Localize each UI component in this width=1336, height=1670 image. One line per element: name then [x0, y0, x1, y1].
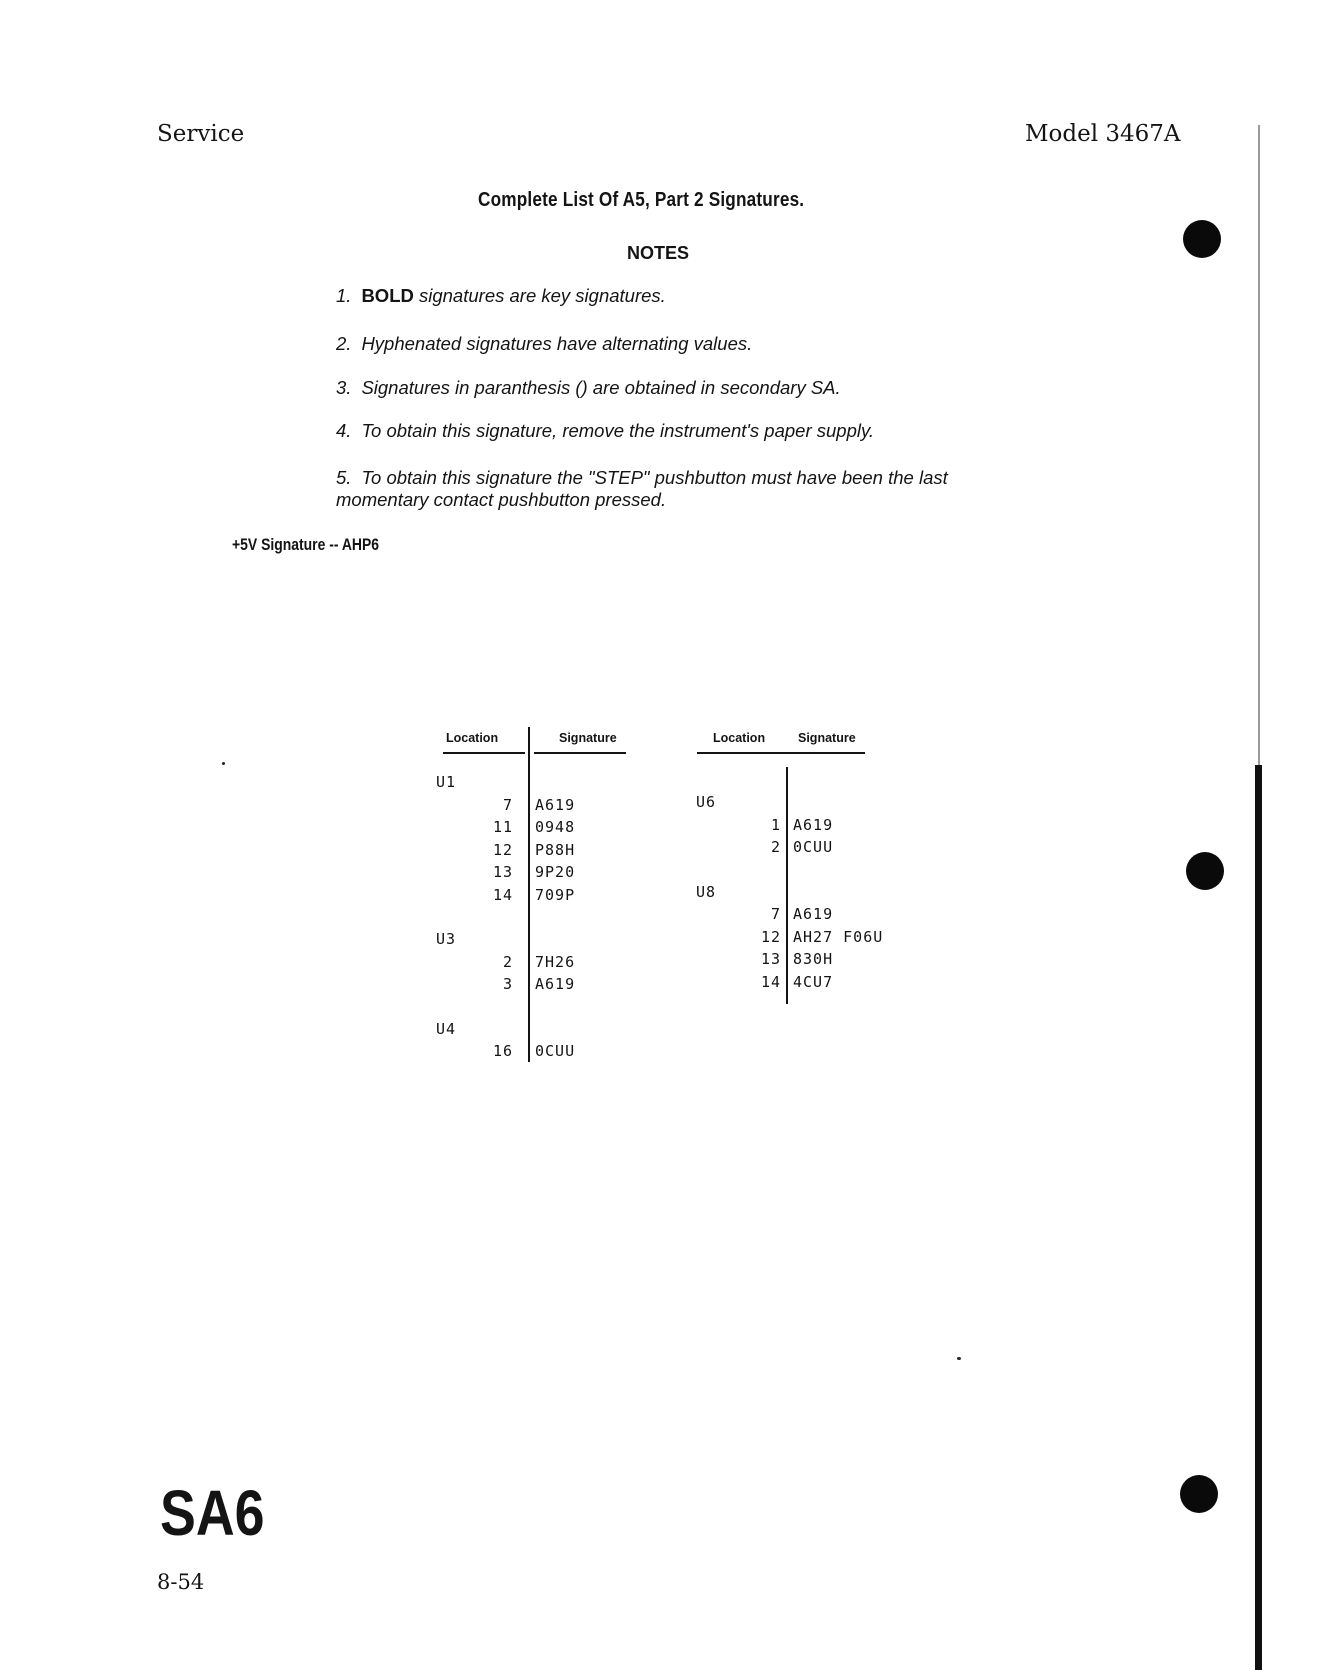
note-text: To obtain this signature, remove the instrument's paper supply. — [361, 420, 874, 441]
signature-value: 7H26 — [535, 952, 576, 971]
signature-value: 0CUU — [793, 838, 834, 856]
header-rule — [534, 752, 626, 754]
note-bold-word: BOLD — [361, 285, 414, 306]
column-header-location: Location — [713, 731, 766, 745]
location-group-label: U3 — [436, 930, 457, 948]
column-header-location: Location — [446, 731, 499, 745]
column-divider — [786, 767, 788, 1004]
pin-number: 13 — [492, 863, 513, 881]
page-edge-line — [1258, 125, 1260, 765]
location-group-label: U1 — [436, 773, 457, 791]
page-number: 8-54 — [157, 1570, 205, 1594]
note-number: 1. — [336, 285, 352, 306]
location-group-label: U8 — [696, 882, 717, 901]
pin-number: 2 — [770, 838, 781, 856]
note-item — [336, 467, 976, 511]
page-edge-line — [1255, 765, 1262, 1670]
supply-signature: +5V Signature -- AHP6 — [232, 535, 380, 554]
location-group-label: U6 — [696, 793, 717, 811]
note-text: To obtain this signature the "STEP" pushbutton must have been the last momentary contact pushbutton pressed. — [336, 467, 948, 510]
location-group-label: U4 — [436, 1019, 457, 1038]
note-number: 4. — [336, 420, 352, 441]
pin-number: 14 — [492, 885, 513, 904]
note-text: Hyphenated signatures have alternating values. — [361, 333, 753, 354]
note-text: Signatures in paranthesis () are obtained in secondary SA. — [361, 377, 841, 398]
section-tag: SA6 — [160, 1477, 265, 1549]
column-header-signature: Signature — [798, 731, 856, 745]
signature-table-left — [431, 731, 631, 1071]
pin-number: 1 — [770, 815, 781, 834]
header-model-label: Model 3467A — [1025, 121, 1181, 147]
signature-value: A619 — [793, 815, 834, 834]
column-header-signature: Signature — [559, 731, 617, 745]
pin-number: 3 — [502, 975, 513, 993]
binder-hole — [1183, 220, 1221, 258]
pin-number: 7 — [502, 795, 513, 814]
signature-value: 9P20 — [535, 863, 576, 881]
note-item — [336, 333, 752, 355]
binder-hole — [1180, 1475, 1218, 1513]
note-item — [336, 377, 841, 399]
notes-heading: NOTES — [627, 243, 690, 263]
signature-value: A619 — [535, 975, 576, 993]
signature-value: 830H — [793, 950, 834, 968]
signature-value: 0CUU — [535, 1042, 576, 1060]
pin-number: 12 — [492, 840, 513, 859]
pin-number: 13 — [760, 950, 781, 968]
binder-hole — [1186, 852, 1224, 890]
signature-value: A619 — [535, 795, 576, 814]
note-text: signatures are key signatures. — [413, 285, 666, 306]
signature-value: 0948 — [535, 818, 576, 836]
signature-value: 4CU7 — [793, 972, 834, 991]
page-title: Complete List Of A5, Part 2 Signatures. — [478, 189, 805, 211]
pin-number: 11 — [492, 818, 513, 836]
pin-number: 7 — [770, 905, 781, 923]
scan-speck — [222, 762, 225, 765]
signature-value: P88H — [535, 840, 576, 859]
note-number: 3. — [336, 377, 352, 398]
signature-value: 709P — [535, 885, 576, 904]
header-rule — [697, 752, 865, 754]
pin-number: 12 — [760, 927, 781, 946]
column-divider — [528, 727, 530, 1062]
scan-speck — [957, 1357, 961, 1360]
note-number: 5. — [336, 467, 352, 488]
signature-value: AH27 F06U — [793, 927, 884, 946]
note-number: 2. — [336, 333, 352, 354]
note-item — [336, 420, 874, 442]
signature-table-right — [697, 731, 897, 1011]
pin-number: 14 — [760, 972, 781, 991]
pin-number: 2 — [502, 952, 513, 971]
header-section-label: Service — [157, 121, 245, 147]
pin-number: 16 — [492, 1042, 513, 1060]
header-rule — [443, 752, 525, 754]
note-item — [336, 285, 666, 307]
signature-value: A619 — [793, 905, 834, 923]
